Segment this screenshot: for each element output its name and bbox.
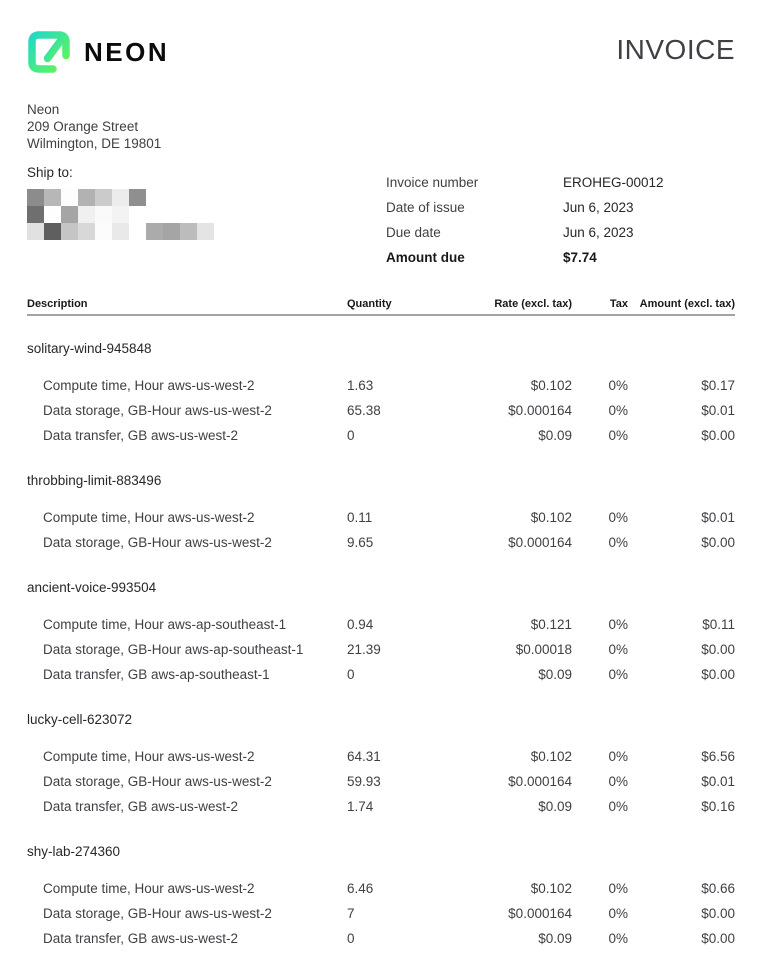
due-date-value: Jun 6, 2023 <box>563 225 634 240</box>
invoice-line-group <box>27 839 735 951</box>
invoice-table <box>27 294 735 951</box>
line-item-quantity: 0 <box>347 667 355 682</box>
meta-label: Amount due <box>386 250 465 265</box>
line-item-rate: $0.00018 <box>515 642 572 657</box>
mosaic-cell <box>180 223 197 240</box>
header-amount: Amount (excl. tax) <box>639 298 735 310</box>
meta-row-amount-due <box>386 245 735 270</box>
line-item-amount: $0.16 <box>701 799 735 814</box>
invoice-title: INVOICE <box>616 34 735 65</box>
mosaic-cell <box>146 223 163 240</box>
invoice-line-group <box>27 336 735 448</box>
line-item-row <box>27 398 735 423</box>
line-item-rate: $0.102 <box>530 749 572 764</box>
invoice-meta <box>386 164 735 270</box>
mosaic-cell <box>61 189 78 206</box>
mosaic-cell <box>146 189 163 206</box>
mosaic-cell <box>112 189 129 206</box>
line-item-quantity: 1.74 <box>347 799 374 814</box>
mosaic-cell <box>44 223 61 240</box>
mosaic-cell <box>61 206 78 223</box>
line-item-amount: $0.66 <box>701 881 735 896</box>
line-item-amount: $0.00 <box>701 428 735 443</box>
line-item-quantity: 0 <box>347 428 355 443</box>
mosaic-cell <box>163 189 180 206</box>
line-item-tax: 0% <box>608 906 628 921</box>
seller-address <box>27 101 735 152</box>
line-item-quantity: 6.46 <box>347 881 374 896</box>
header-rate: Rate (excl. tax) <box>494 298 572 310</box>
mosaic-cell <box>129 189 146 206</box>
meta-label: Invoice number <box>386 175 479 190</box>
line-item-description: Data storage, GB-Hour aws-us-west-2 <box>43 535 272 550</box>
line-item-tax: 0% <box>608 642 628 657</box>
table-body <box>27 336 735 951</box>
ship-to-label: Ship to: <box>27 165 73 180</box>
line-item-amount: $0.00 <box>701 667 735 682</box>
project-name: solitary-wind-945848 <box>27 341 152 356</box>
line-item-description: Data transfer, GB aws-us-west-2 <box>43 428 239 443</box>
mosaic-cell <box>27 189 44 206</box>
line-item-quantity: 7 <box>347 906 355 921</box>
line-item-quantity: 64.31 <box>347 749 381 764</box>
line-item-quantity: 65.38 <box>347 403 381 418</box>
mosaic-cell <box>163 223 180 240</box>
mosaic-cell <box>180 206 197 223</box>
mosaic-cell <box>180 189 197 206</box>
mosaic-cell <box>197 223 214 240</box>
mosaic-cell <box>197 189 214 206</box>
line-item-description: Data transfer, GB aws-ap-southeast-1 <box>43 667 270 682</box>
line-item-rate: $0.102 <box>530 881 572 896</box>
line-item-row <box>27 505 735 530</box>
line-item-description: Compute time, Hour aws-us-west-2 <box>43 749 255 764</box>
line-item-row <box>27 794 735 819</box>
seller-name: Neon <box>27 102 60 117</box>
line-item-description: Data storage, GB-Hour aws-us-west-2 <box>43 403 272 418</box>
neon-wordmark: NEON <box>84 37 170 67</box>
line-item-row <box>27 530 735 555</box>
line-item-rate: $0.102 <box>530 510 572 525</box>
line-item-amount: $0.00 <box>701 906 735 921</box>
line-item-row <box>27 423 735 448</box>
meta-label: Due date <box>386 225 441 240</box>
line-item-row <box>27 769 735 794</box>
line-item-description: Data transfer, GB aws-us-west-2 <box>43 931 239 946</box>
mosaic-cell <box>197 206 214 223</box>
line-item-row <box>27 901 735 926</box>
line-item-rate: $0.09 <box>538 931 572 946</box>
meta-label: Date of issue <box>386 200 465 215</box>
line-item-description: Data transfer, GB aws-us-west-2 <box>43 799 239 814</box>
line-item-quantity: 0.94 <box>347 617 374 632</box>
line-item-description: Data storage, GB-Hour aws-us-west-2 <box>43 906 272 921</box>
invoice-number-value: EROHEG-00012 <box>563 175 664 190</box>
meta-row-date-of-issue <box>386 195 735 220</box>
mosaic-cell <box>44 189 61 206</box>
line-item-rate: $0.09 <box>538 428 572 443</box>
line-item-tax: 0% <box>608 799 628 814</box>
line-item-amount: $0.01 <box>701 510 735 525</box>
mosaic-cell <box>163 206 180 223</box>
mosaic-cell <box>112 206 129 223</box>
line-item-row <box>27 373 735 398</box>
line-item-amount: $0.11 <box>702 617 735 632</box>
line-item-quantity: 1.63 <box>347 378 374 393</box>
line-item-row <box>27 662 735 687</box>
line-item-amount: $0.00 <box>701 535 735 550</box>
meta-row-due-date <box>386 220 735 245</box>
line-item-row <box>27 744 735 769</box>
line-item-tax: 0% <box>608 931 628 946</box>
mosaic-cell <box>44 206 61 223</box>
line-item-tax: 0% <box>608 428 628 443</box>
group-rows <box>27 505 735 555</box>
line-item-row <box>27 612 735 637</box>
line-item-tax: 0% <box>608 667 628 682</box>
line-item-tax: 0% <box>608 749 628 764</box>
invoice-line-group <box>27 707 735 819</box>
line-item-rate: $0.000164 <box>508 774 572 789</box>
mosaic-cell <box>95 189 112 206</box>
neon-logo-icon <box>27 30 71 74</box>
ship-and-meta <box>27 164 735 270</box>
line-item-row <box>27 926 735 951</box>
line-item-description: Compute time, Hour aws-us-west-2 <box>43 378 255 393</box>
meta-row-invoice-number <box>386 170 735 195</box>
line-item-quantity: 9.65 <box>347 535 374 550</box>
project-name: shy-lab-274360 <box>27 844 121 859</box>
mosaic-cell <box>129 206 146 223</box>
line-item-description: Data storage, GB-Hour aws-us-west-2 <box>43 774 272 789</box>
line-item-rate: $0.102 <box>530 378 572 393</box>
line-item-rate: $0.121 <box>530 617 572 632</box>
line-item-quantity: 0.11 <box>347 510 373 525</box>
line-item-tax: 0% <box>608 774 628 789</box>
line-item-rate: $0.09 <box>538 799 572 814</box>
line-item-rate: $0.000164 <box>508 535 572 550</box>
mosaic-cell <box>27 206 44 223</box>
line-item-quantity: 59.93 <box>347 774 381 789</box>
mosaic-cell <box>129 223 146 240</box>
line-item-quantity: 21.39 <box>347 642 381 657</box>
mosaic-cell <box>78 223 95 240</box>
invoice-line-group <box>27 575 735 687</box>
project-name: ancient-voice-993504 <box>27 580 157 595</box>
line-item-rate: $0.000164 <box>508 906 572 921</box>
line-item-tax: 0% <box>608 403 628 418</box>
line-item-tax: 0% <box>608 510 628 525</box>
line-item-amount: $0.01 <box>701 403 735 418</box>
mosaic-cell <box>95 206 112 223</box>
mosaic-cell <box>95 223 112 240</box>
redacted-address <box>27 189 386 240</box>
line-item-description: Compute time, Hour aws-us-west-2 <box>43 881 255 896</box>
header-description: Description <box>27 298 88 310</box>
line-item-tax: 0% <box>608 881 628 896</box>
line-item-amount: $0.17 <box>701 378 735 393</box>
page-header <box>27 0 735 74</box>
date-of-issue-value: Jun 6, 2023 <box>563 200 634 215</box>
line-item-amount: $0.01 <box>701 774 735 789</box>
line-item-tax: 0% <box>608 535 628 550</box>
invoice-line-group <box>27 468 735 555</box>
line-item-row <box>27 637 735 662</box>
line-item-rate: $0.09 <box>538 667 572 682</box>
line-item-description: Compute time, Hour aws-us-west-2 <box>43 510 255 525</box>
line-item-tax: 0% <box>608 378 628 393</box>
line-item-description: Data storage, GB-Hour aws-ap-southeast-1 <box>43 642 304 657</box>
mosaic-cell <box>61 223 78 240</box>
project-name: lucky-cell-623072 <box>27 712 133 727</box>
line-item-quantity: 0 <box>347 931 355 946</box>
line-item-amount: $0.00 <box>701 931 735 946</box>
seller-city: Wilmington, DE 19801 <box>27 136 162 151</box>
group-rows <box>27 373 735 448</box>
amount-due-value: $7.74 <box>563 250 597 265</box>
line-item-row <box>27 876 735 901</box>
line-item-amount: $6.56 <box>701 749 735 764</box>
mosaic-cell <box>78 206 95 223</box>
mosaic-cell <box>146 206 163 223</box>
header-quantity: Quantity <box>347 298 392 310</box>
group-rows <box>27 876 735 951</box>
group-rows <box>27 612 735 687</box>
mosaic-cell <box>27 223 44 240</box>
line-item-amount: $0.00 <box>701 642 735 657</box>
table-header-row <box>27 294 735 316</box>
mosaic-cell <box>78 189 95 206</box>
line-item-description: Compute time, Hour aws-ap-southeast-1 <box>43 617 287 632</box>
line-item-rate: $0.000164 <box>508 403 572 418</box>
group-rows <box>27 744 735 819</box>
line-item-tax: 0% <box>608 617 628 632</box>
header-tax: Tax <box>609 298 628 310</box>
ship-to-section <box>27 164 386 270</box>
mosaic-cell <box>112 223 129 240</box>
project-name: throbbing-limit-883496 <box>27 473 162 488</box>
seller-street: 209 Orange Street <box>27 119 139 134</box>
neon-logo <box>27 30 169 74</box>
